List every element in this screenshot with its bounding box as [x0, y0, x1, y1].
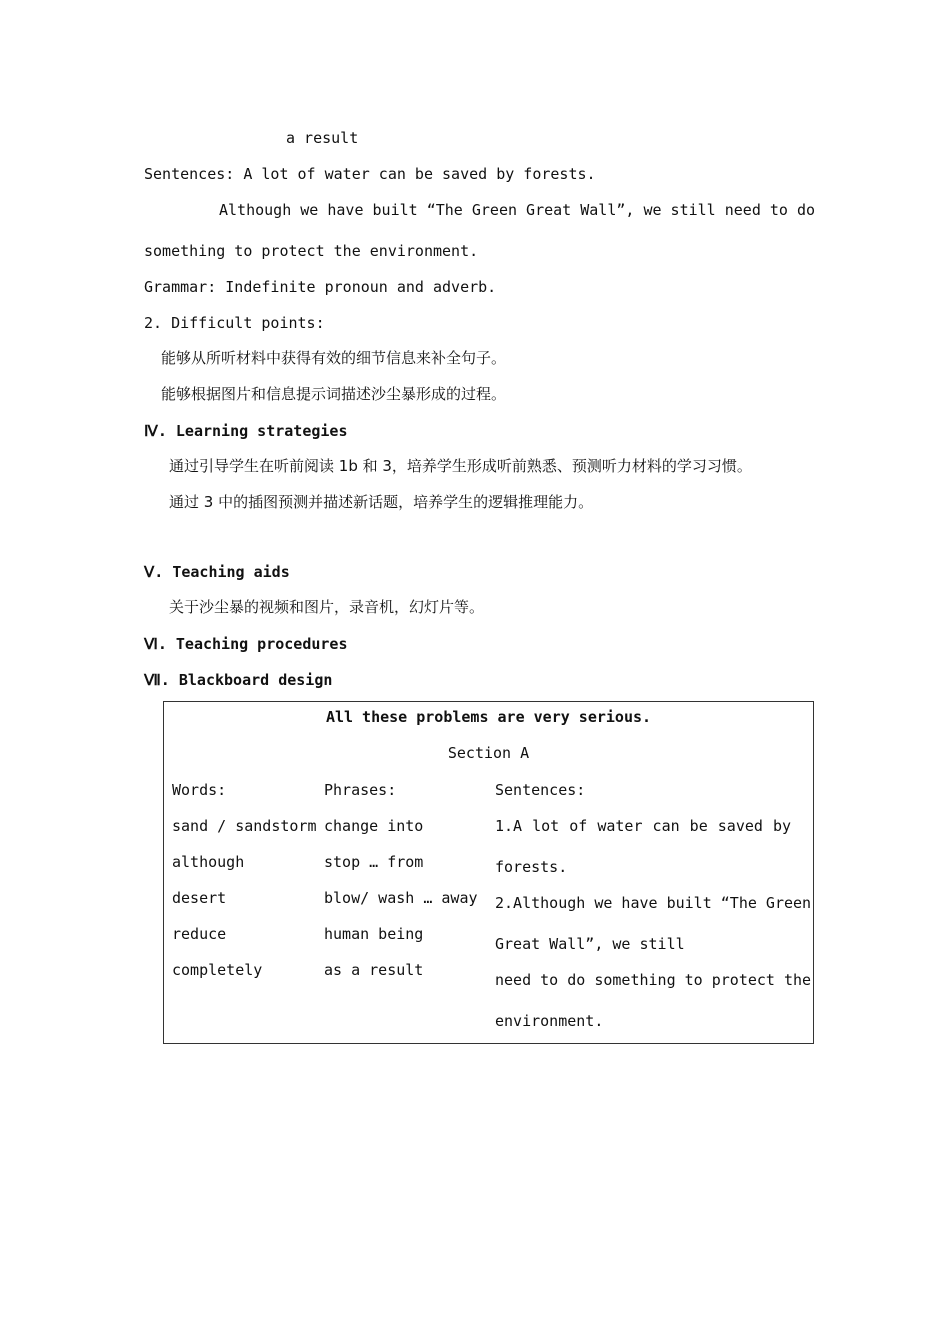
phrase-item: human being: [324, 925, 424, 943]
learning-strategies-heading: Ⅳ. Learning strategies: [144, 422, 348, 440]
grammar-line: Grammar: Indefinite pronoun and adverb.: [144, 278, 497, 296]
board-sentence-1b: forests.: [495, 858, 568, 876]
board-title: All these problems are very serious.: [325, 708, 652, 726]
word-item: completely: [172, 961, 263, 979]
sentence-2a: Although we have built “The Green Great Wall”, we still need to do: [219, 201, 816, 219]
phrase-continuation: a result: [286, 129, 359, 147]
blackboard-design-box: [163, 701, 814, 1044]
phrase-item: change into: [324, 817, 424, 835]
phrase-item: as a result: [324, 961, 424, 979]
board-subtitle: Section A: [447, 744, 530, 762]
word-item: desert: [172, 889, 227, 907]
difficult-points-heading: 2. Difficult points:: [144, 314, 325, 332]
board-sentence-2d: environment.: [495, 1012, 604, 1030]
board-sentence-2a: 2.Although we have built “The Green: [495, 894, 812, 912]
blackboard-design-heading: Ⅶ. Blackboard design: [144, 671, 333, 689]
word-item: sand / sandstorm: [172, 817, 317, 835]
board-sentence-2b: Great Wall”, we still: [495, 935, 685, 953]
teaching-aids-heading: Ⅴ. Teaching aids: [144, 563, 290, 581]
word-item: although: [172, 853, 245, 871]
board-sentence-1a: 1.A lot of water can be saved by: [495, 817, 791, 835]
learning-strategy-1: 通过引导学生在听前阅读 1b 和 3，培养学生形成听前熟悉、预测听力材料的学习习惯。: [169, 457, 752, 475]
teaching-aids-item: 关于沙尘暴的视频和图片，录音机，幻灯片等。: [169, 598, 485, 616]
sentence-2b: something to protect the environment.: [144, 242, 479, 260]
phrases-header: Phrases:: [324, 781, 397, 799]
phrase-item: blow/ wash … away: [324, 889, 478, 907]
difficult-point-2: 能够根据图片和信息提示词描述沙尘暴形成的过程。: [161, 385, 507, 403]
word-item: reduce: [172, 925, 227, 943]
sentences-line: [144, 164, 596, 184]
phrase-item: stop … from: [324, 853, 424, 871]
sentences-header: Sentences:: [495, 781, 586, 799]
sentence-1: A lot of water can be saved by forests.: [243, 165, 596, 183]
difficult-point-1: 能够从所听材料中获得有效的细节信息来补全句子。: [161, 349, 507, 367]
teaching-procedures-heading: Ⅵ. Teaching procedures: [144, 635, 348, 653]
sentences-label: Sentences:: [144, 165, 235, 183]
learning-strategy-2: 通过 3 中的插图预测并描述新话题，培养学生的逻辑推理能力。: [169, 493, 594, 511]
words-header: Words:: [172, 781, 227, 799]
board-sentence-2c: need to do something to protect the: [495, 971, 812, 989]
